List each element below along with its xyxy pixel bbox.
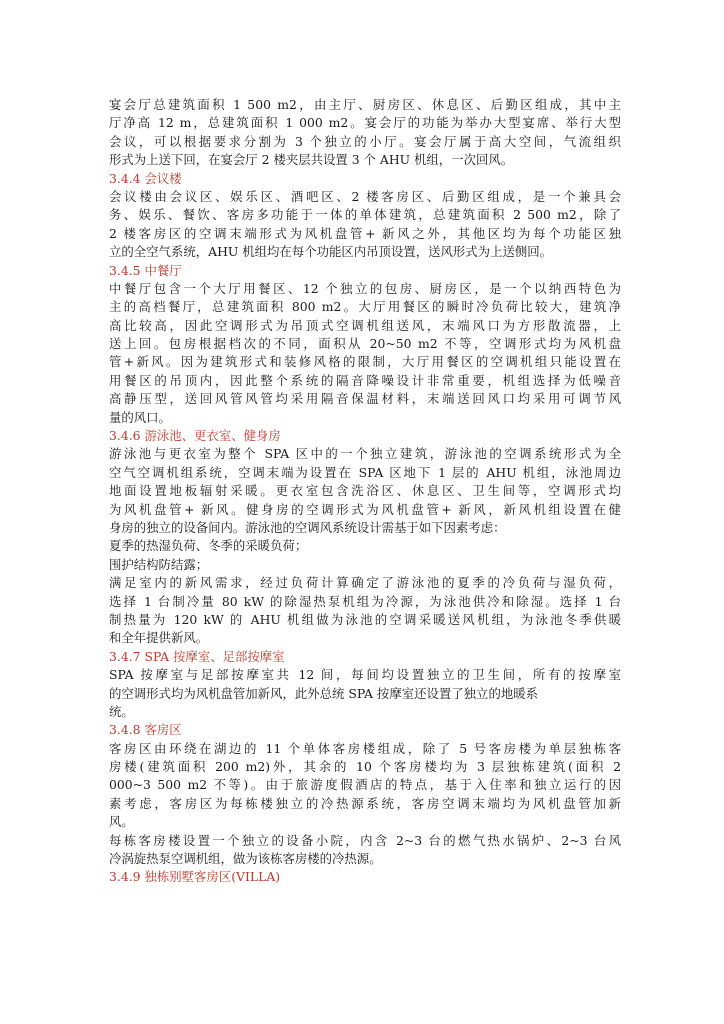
body-text-line: 中餐厅包含一个大厅用餐区、12 个独立的包房、厨房区，是一个以纳西特色为 (109, 280, 621, 296)
document-page (109, 96, 621, 887)
section-heading: 3.4.5 中餐厅 (109, 262, 182, 278)
body-text-line: 用餐区的吊顶内，因此整个系统的隔音降噪设计非常重要，机组选择为低噪音 (109, 372, 621, 388)
body-text-line: 会议楼由会议区、娱乐区、酒吧区、2 楼客房区、后勤区组成，是一个兼具会 (109, 188, 621, 204)
body-text-line: 立的全空气系统，AHU 机组均在每个功能区内吊顶设置，送风形式为上送侧回。 (109, 244, 553, 260)
body-text-line: 为风机盘管+ 新风。健身房的空调形式为风机盘管+ 新风，新风机组设置在健 (109, 501, 621, 517)
body-text-line: 送上回。包房根据档次的不同，面积从 20~50 m2 不等，空调形式均为风机盘 (109, 336, 621, 352)
body-text-line: 会议，可以根据要求分割为 3 个独立的小厅。宴会厅属于高大空间，气流组织 (109, 133, 621, 149)
body-text-line: 选择 1 台制冷量 80 kW 的除湿热泵机组为冷源，为泳池供冷和除湿。选择 1 台 (109, 593, 621, 609)
body-text-line: 和全年提供新风。 (109, 630, 209, 646)
body-text-line: 空气空调机组系统，空调末端为设置在 SPA 区地下 1 层的 AHU 机组，泳池周边 (109, 464, 621, 480)
section-heading: 3.4.6 游泳池、更衣室、健身房 (109, 428, 281, 444)
body-text-line: 制热量为 120 kW 的 AHU 机组做为泳池的空调采暖送风机组，为泳池冬季供暖 (109, 611, 621, 627)
body-text-line: 游泳池与更衣室为整个 SPA 区中的一个独立建筑，游泳池的空调系统形式为全 (109, 446, 621, 462)
body-text-line: 的空调形式均为风机盘管加新风，此外总统 SPA 按摩室还设置了独立的地暖系 (109, 685, 539, 701)
body-text-line: 务、娱乐、餐饮、客房多功能于一体的单体建筑，总建筑面积 2 500 m2，除了 (109, 207, 621, 223)
body-text-line: 房楼(建筑面积 200 m2)外，其余的 10 个客房楼均为 3 层独栋建筑(面积 2 (109, 759, 621, 775)
body-text-line: 2 楼客房区的空调末端形式为风机盘管+ 新风之外，其他区均为每个功能区独 (109, 225, 621, 241)
body-text-line: 高静压型，送回风管风管均采用隔音保温材料，末端送回风口均采用可调节风 (109, 391, 621, 407)
body-text-line: 风。 (109, 814, 134, 830)
body-text-line: 地面设置地板辐射采暖。更衣室包含洗浴区、休息区、卫生间等，空调形式均 (109, 483, 621, 499)
body-text-line: 宴会厅总建筑面积 1 500 m2，由主厅、厨房区、休息区、后勤区组成，其中主 (109, 97, 621, 112)
section-heading: 3.4.7 SPA 按摩室、足部按摩室 (109, 648, 285, 664)
section-heading: 3.4.8 客房区 (109, 722, 182, 738)
body-text-line: 000~3 500 m2 不等)。由于旅游度假酒店的特点，基于入住率和独立运行的因 (109, 777, 621, 793)
body-text-line: 满足室内的新风需求，经过负荷计算确定了游泳池的夏季的冷负荷与湿负荷， (109, 575, 621, 591)
body-text-line: 夏季的热湿负荷、冬季的采暖负荷； (109, 538, 308, 554)
body-text-line: 形式为上送下回，在宴会厅 2 楼夹层共设置 3 个 AHU 机组，一次回风。 (109, 152, 514, 168)
body-text-line: 围护结构防结露； (109, 556, 209, 572)
section-heading: 3.4.4 会议楼 (109, 170, 182, 186)
body-text-line: 冷涡旋热泵空调机组，做为该栋客房楼的冷热源。 (109, 851, 382, 867)
body-text-line: 身房的独立的设备间内。游泳池的空调风系统设计需基于如下因素考虑： (109, 519, 506, 535)
body-text-line: 量的风口。 (109, 409, 171, 425)
body-text-line: 每栋客房楼设置一个独立的设备小院，内含 2~3 台的燃气热水锅炉、2~3 台风 (109, 832, 621, 848)
body-text-line: 统。 (109, 703, 134, 719)
body-text-line: 高比较高，因此空调形式为吊顶式空调机组送风，末端风口为方形散流器，上 (109, 317, 621, 333)
body-text-line: 客房区由环绕在湖边的 11 个单体客房楼组成，除了 5 号客房楼为单层独栋客 (109, 740, 621, 756)
body-text-line: 素考虑，客房区为每栋楼独立的冷热源系统，客房空调末端均为风机盘管加新 (109, 795, 621, 811)
body-text-line: 主的高档餐厅，总建筑面积 800 m2。大厅用餐区的瞬时冷负荷比较大，建筑净 (109, 299, 621, 315)
section-heading: 3.4.9 独栋别墅客房区(VILLA) (109, 869, 281, 885)
body-text-line: SPA 按摩室与足部按摩室共 12 间，每间均设置独立的卫生间，所有的按摩室 (109, 667, 621, 683)
body-text-line: 厅净高 12 m，总建筑面积 1 000 m2。宴会厅的功能为举办大型宴席、举行大型 (109, 115, 621, 131)
body-text-line: 管+新风。因为建筑形式和装修风格的限制，大厅用餐区的空调机组只能设置在 (109, 354, 621, 370)
